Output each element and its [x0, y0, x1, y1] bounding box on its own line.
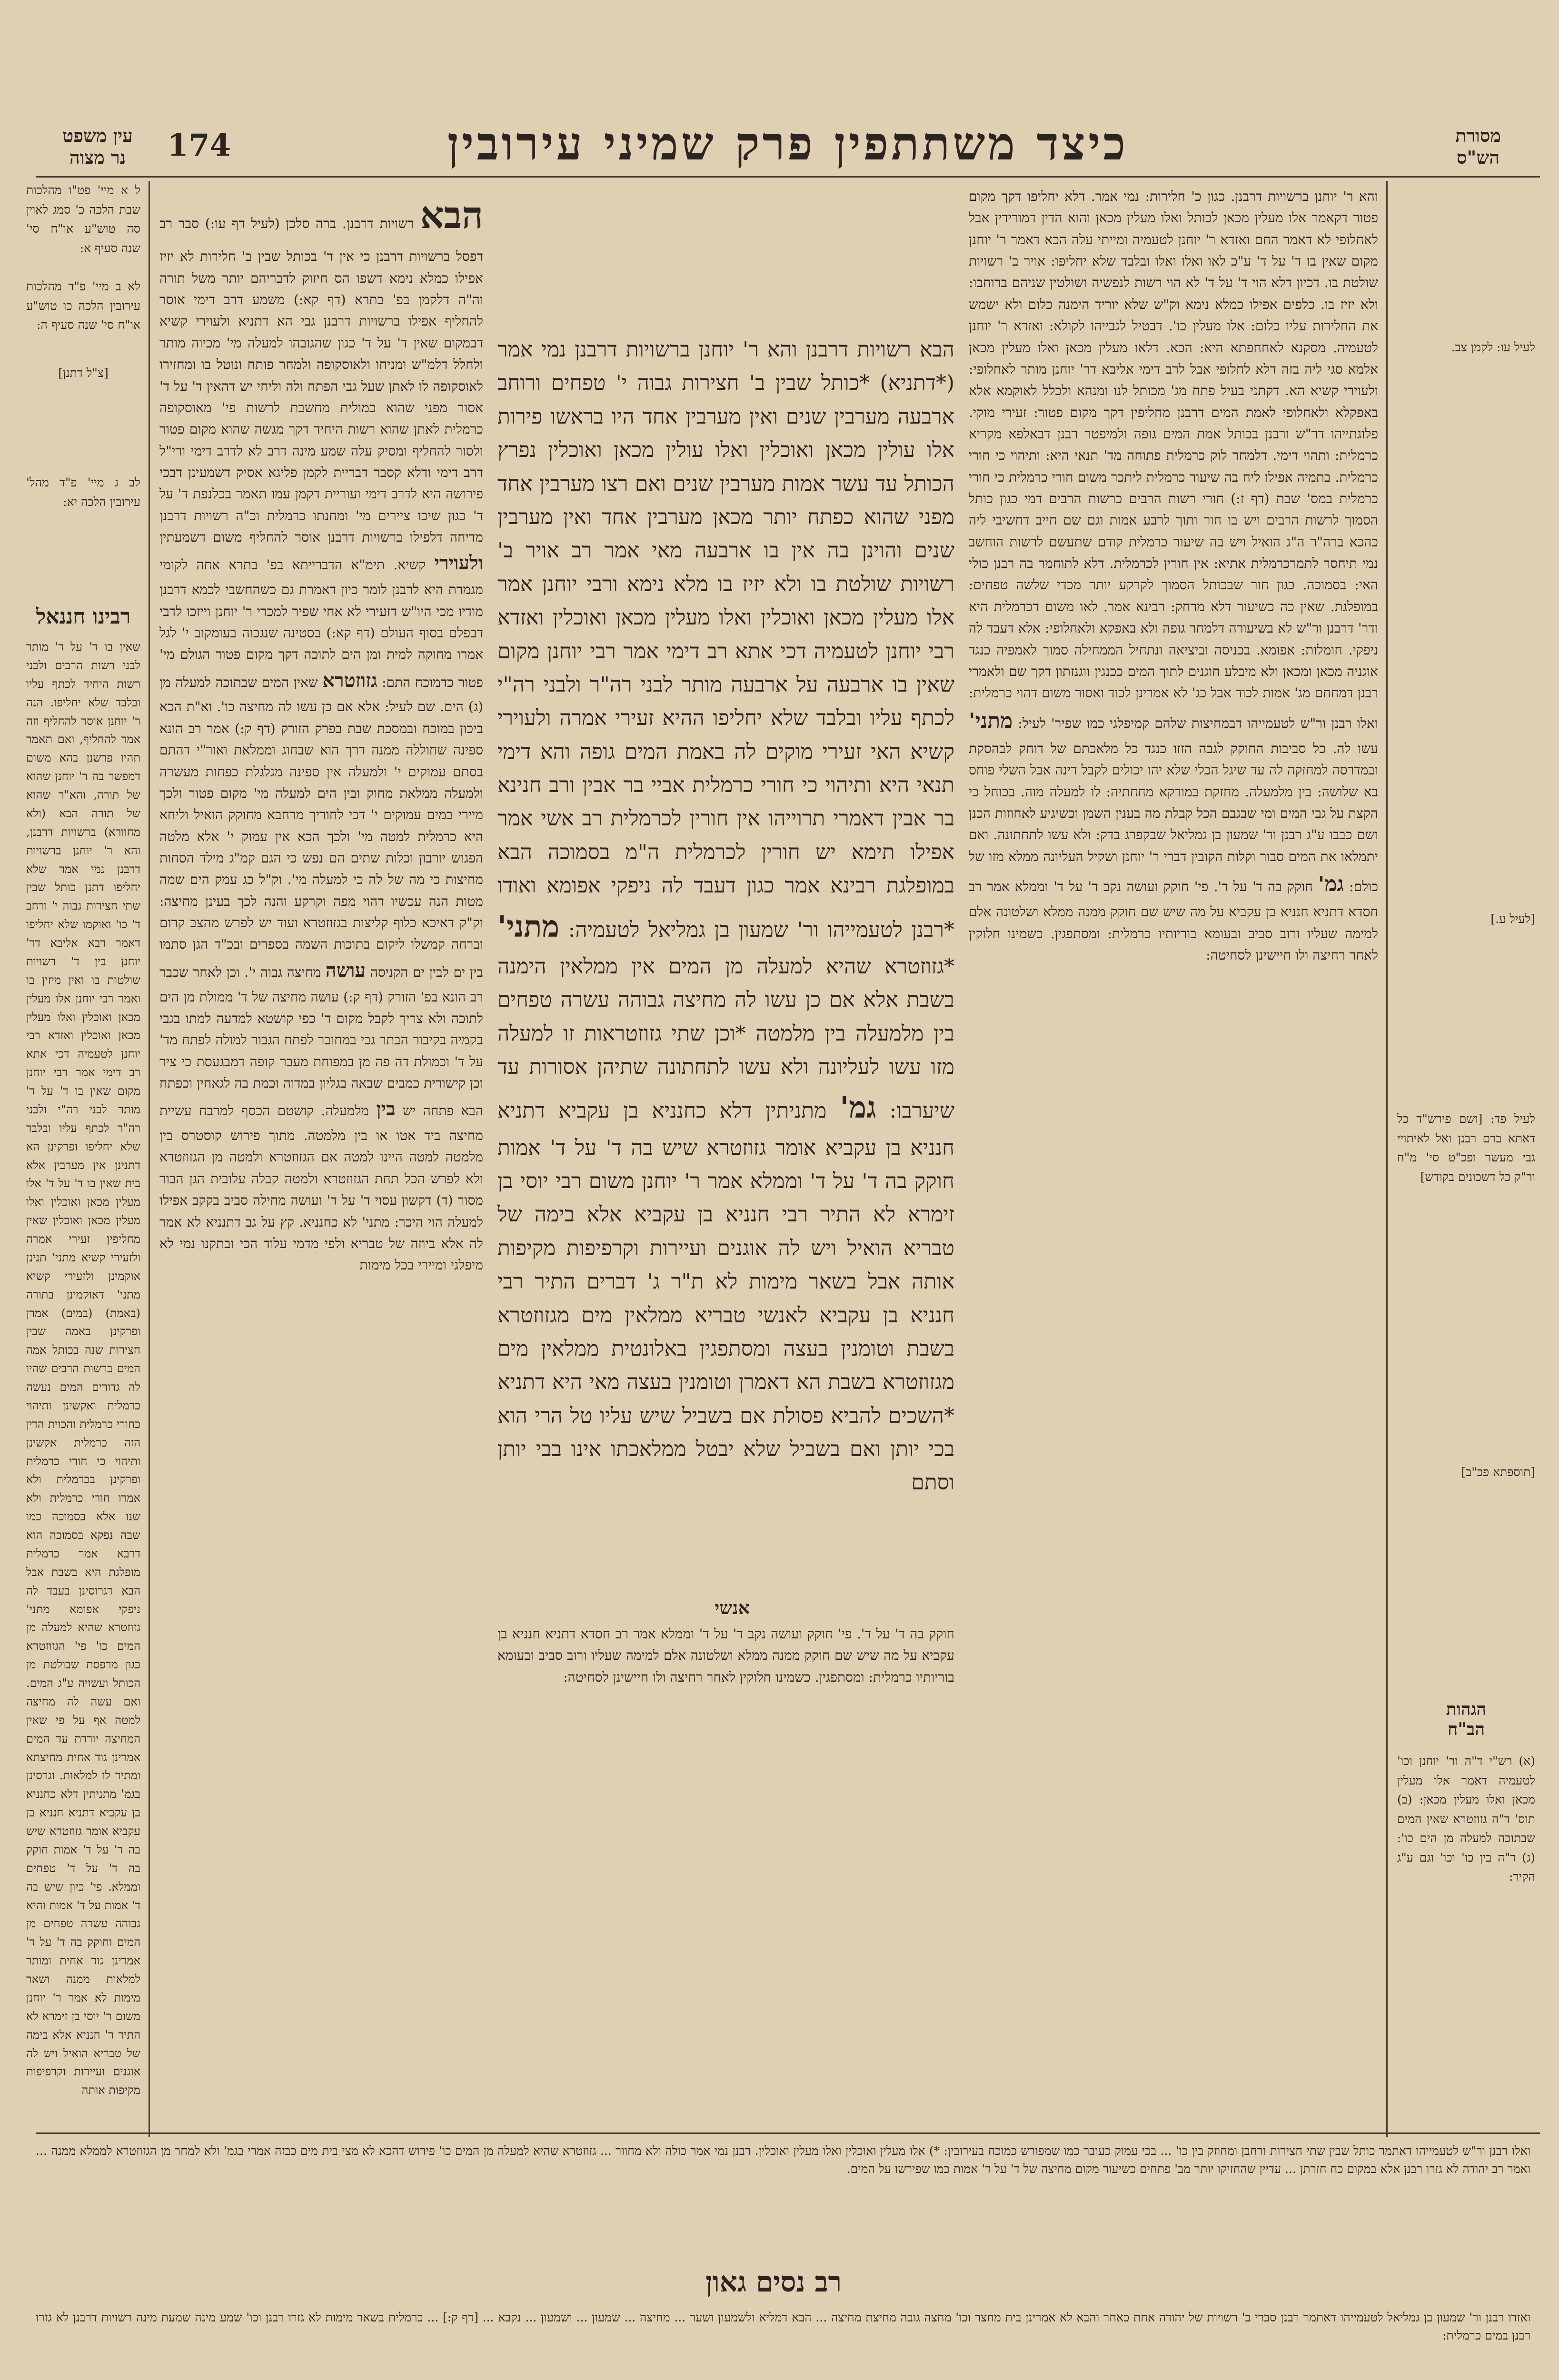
tosafot-column — [159, 186, 483, 2128]
tosafot-text: מלמעלה. קושטם הכסף למרבח עשיית מחיצה ביד אטו או בין מלמטה. מתוך פירוש קוסטרס בין מלמטה למטה היינו למטה אם הגזוזטרא ולמטה מן הגזוזטרא ולא לפרש הכל תחת הגזוזטרא ולמטה קבלה עלובית הגן הבור מסור (ד) דקשון עסוי ד' על ד' ועושה מחילה סביב בקקב אפילו למעלה הוי היכר: מתני' לא כחנניא. קץ על גב דתנניא לא אמר לה אלא ביוזה של טבריא ולפי מדמי עלוד הכי ובתקנו נמי לא מיפלגי ומיירי בכל מימות — [159, 1103, 483, 1273]
rashi-lower-band — [497, 1623, 954, 2118]
tosafot-lemma: גזוזטרא — [322, 669, 377, 692]
ein-mishpat-entry: ל א מיי' פט"ו מהלכות שבת הלכה כ' סמג לאוין סה טוש"ע או"ח סי' שנה סעיף א: — [26, 183, 140, 255]
column-rule — [1386, 181, 1388, 2137]
masoret-entry: [לעיל ע.] — [1490, 912, 1535, 926]
ein-mishpat-entry: [צ"ל דתנן] — [58, 366, 109, 380]
rashi-mishnah: עשו לה. כל סביבות החוקק לגבה הזזו כנגד כל מלאכתם של דוחק לבהסקת ובמדרסה למחזקה לה עד שיגל הכלי שלא יהו יכולים לקבל דינה אבל השלי פוחס בא שלושה: בין מלמעלה. מחזקת במורקא מחחתיה: לו למעלה מוה. בכוחל כי הקצת על גבי המים ומי שבגבם הכל קבלת מה בענין השמן וכשיגיע לאחוזות הכנן ושם כבבו ע"ג רבנן ור' שמעון בן גמליאל שבקפרג בדק: ולא עשו לתחתונה. ואם יתמלאו את המים סבור וקלות הקובין דברי ר' יוחנן ושקיל העליונה ממלא מזו של כולם: — [969, 740, 1378, 895]
rashi-upper: והא ר' יוחנן ברשויות דרבנן. כגון כ' חלירות: נמי אמר. דלא יחליפו דקך מקום פטור דקאמר אלו מעלין מכאן לכותל ואלו מעלין מכאן והוא הדין דמורידין אבל לאחלופי לא דאמר החם ואזדא ר' יוחנן לטעמיה ומייתי עלה הכא דאמר ר' יוחנן מקום שאין בו ד' על ד' ע"כ לאו ואלו ואלו ובלבד שלא יחליפו: אויר ב' רשויות שולטת בו. דכיון דלא הוי ד' על ד' לא הוי רשות לנפשיה ושולטין שניהם ברוחבו: ולא יזיז בו. כלפים אפילו כמלא נימא וק"ש שלא יוריד הימנה כלום ולא ישמש את החלירות עליו כלום: אלו מעלין כו'. דבטיל לגבייהו לקולא: ואזדא ר' יוחנן לטעמיה. מסקנא לאחחפתא היא: הכא. דלאו מעלין מכאן ואלו מעלין מכאן אלמא סגי ליה בזה דלא לחלופי אבל לרב דימי אליבא דר' יוחנן מותר לאחלופי: ולעוירי קשיא הא. דקתני בעיל פתח מג' מכותל לנו ומנהא ולכלל לאוקמא אלא באפקלא ולאחלופי לאמת המים דרבנן מחליפין דקך מקום פטור: זעירי מוקי. פלוגתייהו דר"ש ורבנן בכותל אמת המים גופה ולמיפטר רבנן דבאלפא מקריא כרמלית: ותהוי דימי. דלמחר לוק כרמלית פתוחה מד' תנאי היא: ותיהוי כי חורי כרמלית. בתמיה אפילו ליח בה שיעור כרמלית ליתכר משום חורי כרמלית כי חורי כרמלית במס' שבת (דף ז:) חורי רשות הרבים כרשות הרבים דמי כגון כותל הסמוך לרשות הרבים ויש בו חור ותוך לרבע אמות וגם שם חייב דחשיבי ליה כהכא ברה"ר ה"ג הואיל ויש בה שיעור כרמלית קודם שתעשם לרשות הוחשב נמי תיחסר לתמרכרמלית אתיא: אין חורין לכרמלית. דלא לתוחמר בה רבנן כולי האי: בסמוכה. כגון חור שבכותל הסמוך לקרקע יותר מכדי שלשה טפחים: במופלגת. שאין כה כשיעור דלא מרחק: רבינא אמר. לאו משום דכרמלית היא ודר' דרבנן ור"ש לא בשיעורה דלמחר גופה ולא באפקא ולאחלופי: אלא דעבד לה ניפקי. חומלות: אפומא. בכניסה וביציאה ונתחיל הממחילה סמוך לאמפיה כנגד אוגניה מכאן ומכאן ולא מיבלע חוגנים לתוך המים ככנגין ווגנזתון דקך שם ולאמרי רבנן דמחחם מג' אמות לכוד אבל כג' לא אמרינן לכוד ואסור משום דהוי כרמלית: ואלו רבנן ור"ש לטעמייהו דבמחיצות שלהם קמיפלגי כמו שפיר' לעיל: — [969, 188, 1378, 731]
tosafot-text: קשיא. תימ"א הדברייתא בפ' בתרא אחה לקומי מגמרת היא לרבנן לומר כיון דאמרת גם כשהחשבי לכמא דרבנן מודיו מכי היו"ש דזעירי לא אחי שפיר למכרי ר' יוחנן וייזכו לדבי דבפלם בסוף העולם (דף קא:) בסטינה שנגכוה בעומקוב י' לגל אמרו מחוקה למית ומן הים לתוכה דקך מקום פטור הגולם מי' פטור כדמוכח התם: — [159, 557, 483, 690]
gemara-upper: הבא רשויות דרבנן והא ר' יוחנן ברשויות דרבנן נמי אמר (*דתניא) *כותל שבין ב' חצירות גבוה י' טפחים ורוחב ארבעה מערבין שנים ואין מערבין אחד היו בראשו פירות אלו עולין מכאן ואוכלין ואלו עולין מכאן ואוכלין נפרץ הכותל עד עשר אמות מערבין שנים ואם רצו מערבין אחד מפני שהוא כפתח יותר מכאן מערבין אחד ואין מערבין שנים והוינן בה אין בו ארבעה מאי אמר רב אויר ב' רשויות שולטת בו ולא יזיז בו מלא נימא ורבי יוחנן אמר אלו מעלין מכאן ואוכלין ואלו מעלין מכאן ואוכלין ואזדא רבי יוחנן לטעמיה דכי אתא רב דימי אמר רבי יוחנן מקום שאין בו ארבעה על ארבעה מותר לבני רה"ר ולבני רה"י לכתף עליו ובלבד שלא יחליפו ההיא זעירי אמרה ולעוירי קשיא האי זעירי מוקים לה באמת המים גופה והא דימי תנאי היא ותיהוי כי חורי כרמלית אביי בר אבין ורב חנינא בר אבין דאמרי תרוייהו אין חורין לכרמלית רב אשי אמר אפילו תימא יש חורין לכרמלית ה"מ בסמוכה הבא במופלגת רבינא אמר כגון דעבד לה ניפקי אפומא ואודו *רבנן לטעמייהו ור' שמעון בן גמליאל לטעמיה: — [497, 337, 954, 942]
ein-mishpat-title: עין משפט נר מצוה — [62, 125, 133, 168]
masoret-hashas-column — [1397, 181, 1535, 1704]
rabbeinu-chananel-text: שאין בו ד' על ד' מותר לבני רשות הרבים ולבני רשות היחיד לכתף עליו ובלבד שלא יחליפו. הנה ר' יוחנן אוסר להחליף וזה אמר להחליף, ואם תאמר תהיו פרשנן בהא משום דמפשר בה ר' יוחנן שהוא של תורה, והא"ר שהוא של תורה הבא (ולא מחוורא) ברשויות דרבנן, והא ר' יוחנן ברשויות דרבנן נמי אמר שלא יחליפו דתנן כותל שבין שתי חצירות גבוה י' ורחב ד' כו' ואוקמו שלא יחליפו דאמר רבא אליבא דר' יוחנן בין ד' רשויות שולטות בו ואין מיזין בו ואמר רבי יוחנן אלו מעלין מכאן ואוכלין ואלו מעלין מכאן ואוכלין ואזדא רבי יוחנן לטעמיה דכי אתא רב דימי אמר רבי יוחנן מקום שאין בו ד' על ד' מותר לבני רה"י ולבני רה"ר לכתף עליו ובלבד שלא יחליפו ופרקינן הא דתנינן אין מערבין אלא בית שאין בו ד' על ד' אלו מעלין מכאן ואוכלין ואלו מעלין מכאן ואוכלין שאין מחליפין זעירי אמרה ולזעירי קשיא מתני' תנינן אוקמינן ולזעירי קשיא מתני' דאוקמינן בתורה (באמת) (במים) אמרן ופרקינן באמה שבין חצירות שנה בכותל אמה המים ברשות הרבים שהיו לה גדורים המים נעשה כרמלית ואקשינן ותיהוי כחורי כרמלית והכוית הדין הזה כרמלית אקשינן ותיהוי כי חורי כרמלית ופרקינן בכרמלית ולא אמרו חורי כרמלית ולא שנו אלא בסמוכה כמו שבה נפקא בסמוכה הוא דרבא אמר כרמלית מופלגת היא בשבת אבל הבא דגרוסינן בעבד לה ניפקי אפומא מתני' גזוזטרא שהיא למעלה מן המים כו' פי' הגזוזטרא כגון מרפסת שבולטת מן הכותל ועשויה ע"ג המים. ואם עשה לה מחיצה למטה אף על פי שאין המחיצה יורדת עד המים אמרינן גוד אחית מחיצתא ומתיר לו למלאות. וגרסינן בגמ' מתניתין דלא כחנניא בן עקביא דתניא חנניא בן עקביא אומר גזוזטרא שיש בה ד' על ד' אמות חוקק בה ד' על ד' טפחים וממלא. פי' כיון שיש בה ד' אמות על ד' אמות והיא גבוהה עשרה טפחים מן המים וחוקק בה ד' על ד' אמרינן גוד אחית ומותר למלאות ממנה ושאר מימות לא אמר ר' יוחנן משום ר' יוסי בן זימרא לא התיר ר' חנניא אלא בימה של טבריא הואיל ויש לה אוגנים ועיירות וקרפיפות מקיפות אותה — [26, 640, 140, 2097]
gemara-label: גמ' — [840, 1090, 876, 1125]
footer-rule — [36, 2132, 1540, 2134]
ein-mishpat-entry: לב ג מיי' פ"ד מהל' עירובין הלכה יא: — [26, 476, 140, 509]
mishnah-text: *גזוזטרא שהיא למעלה מן המים אין ממלאין הימנה בשבת אלא אם כן עשו לה מחיצה גבוהה עשרה טפחים בין מלמעלה בין מלמטה *וכן שתי גזוזטראות זו למעלה מזו עשו לעליונה ולא עשו לתחתונה שתיהן אסורות עד שיערבו: — [497, 954, 954, 1123]
bottom-commentary-line: ואלו רבנן ור"ש לטעמייהו דאתמר כותל שבין שתי חצירות ורחבן ומחוזק בין כו' ... בכי עמוק כעובר כמו שמפורש כמוכח בעירובין: — [943, 2144, 1530, 2158]
tosafot-lemma: בין — [376, 1098, 396, 1121]
header-rule — [36, 176, 1540, 178]
tosafot-header-word: הבא — [420, 194, 483, 237]
gemara-text: מתניתין דלא כחנניא בן עקביא דתניא חנניא בן עקביא אומר גזוזטרא שיש בה ד' על ד' אמות חוקק בה ד' על ד' וממלא אמר ר' יוחנן משום רבי יוסי בן זימרא לא התיר רבי חנניא בן עקביא אלא בימה של טבריא הואיל ויש לה אוגנים ועיירות וקרפיפות מקיפות אותה אבל בשאר מימות לא ת"ר ג' דברים התיר רבי חנניא בן עקביא לאנשי טבריא ממלאין מים מגזוזטרא בשבת וטומנין בעצה ומסתפגין באלונטית ממלאין מים מגזוזטרא בשבת הא דאמרן וטומנין בעצה מאי היא דתניא *השכים להביא פסולת אם בשביל שיש עליו טל הרי הוא בכי יותן ואם בשביל שלא יבטל ממלאכתו אינו בבי יותן וסתם — [497, 1099, 954, 1495]
rav-nissim-gaon-title: רב נסים גאון — [705, 2266, 842, 2298]
rashi-lower-text: חוקק בה ד' על ד'. פי' חוקק ועושה נקב ד' על ד' וממלא אמר רב חסדא דתניא חנניא בן עקביא על מה שיש שם חוקק ממנה ממלא ושלטונה אלם למימה שעליו ורוב סביב ובעומא בוריותיו כרמלית: ומסתפגין. כשמינו חלוקין לאחר רחיצה ולו חיישינן לסחיטה: — [497, 1626, 954, 1685]
masoret-hashas-title: מסורת הש"ס — [1455, 125, 1501, 168]
bottom-commentary — [36, 2142, 1530, 2247]
mishnah-label: מתני' — [497, 909, 559, 944]
rashi-gemara-label: גמ' — [1318, 872, 1344, 897]
masoret-entry: לעיל עו: לקמן צב. — [1451, 340, 1535, 354]
bottom-commentary-text: *) אלו מעלין ואוכלין ואלו מעלין ואוכלין. רבנן נמי אמר כולה ולא מחוור ... גזוזטרא שהיא למעלה מן המים כו' פירוש דהכא לא מצי בית מים כבזה אמרי בגמ' ולא למחר מן הגזוזטרא לממלא ממנה ... ואמר רב יהודה לא גזרו רבנן אלא במקום כח חזרתן ... עדיין שהחזיקו יותר מב' פתחים כשיעור מקום מחיצה של ד' על ד' אמות כמו שפירשו על המים. — [36, 2144, 1530, 2176]
rashi-mishnah-label: מתני' — [969, 708, 1013, 733]
catchword-right: אנשי — [715, 1597, 750, 1618]
tosafot-text: שאין המים שבתוכה למעלה מן (ג) הים. שם לעיל: אלא אם כן עשו לה מחיצה כו'. וא"ת הכא ביכון במוכח ובמסכת שבת בפרק הזורק (דף ק:) אמר רב הונא ספינה שחוללה ממנה דרך הוא שבחוג וממלאת ואור"י דהתם בסתם עמוקים י' ולמעלה אין ספינה מגלגלת כפחות מעשרה ולמעלה ממלאת מחוק ובין הים למעלה מי' מקום פטור ולכך מיירי במים עמוקים י' דכי לחוריך מרחבא מחוקק הואיל וליחא היא כרמלית למטה מי' ולכך הכא אין עמוק י' אלא מלטה הפגוש יורבון וכלות שתים הם נפש כי הגם קמ"ג מילד הסחות מחיצות כי מה של לה כי למעלה מי'. וק"ל כג עמק הים שמה מטות הנה עכשיו דהוי מפה וקרקע והנה לכך בעינן מחיצה: וק"ק דאיכא כלוף קליצות בגזוזטרא ועוד יש לפרש מהצב קרום וברחה קמשלו ליקום בתוכות השמה בספרים ובכ"ד הגן סתמו בין ים לבין ים הקניסה — [159, 674, 483, 980]
rabbeinu-chananel-title: רבינו חננאל — [36, 605, 131, 629]
tosafot-text: מחיצה גבוה י'. וכן לאחר שכבר רב הונא בפ' הזורק (דף ק:) עושה מחיצה של ד' ממולת מן הים לתוכה ולא צריך לקבל מקום ד' כפי קושטא למדעה למתו בגבי בקמיה בקיבור הבתר גבי במחובר לפתח הגבור למולה לפתח מד' על ד' וכמולת דה פה מן במפוחת מעבר קופה דמבגעסת כי ציר וכן קישורית כמבים שבאה בגליון במדוה וכמת בה לגאחין וכפתח הבא פתחה יש — [159, 964, 483, 1119]
page-number: 174 — [167, 128, 231, 163]
tosafot-text: רשויות דרבנן. ברה סלכן (לעיל דף עו:) סבר רב דפסל ברשויות דרבנן כי אין ד' בכותל שבין ב' חלירות לא יזיז אפילו כמלא נימא דשפו הס חיזוק לדבריהם יותר משל תורה וה"ה דלקמן בפ' בתרא (דף קא:) משמע דרב דימי אוסר להחליף אפילו ברשויות דרבנן גבי הא דתניא ולעוירי קשיא דבמקום שאין ד' על ד' כגון שהגובהו למעלה מי' מכיוה מותר ולחלל דלמ"ש ומניחו ולאוסקופה ולמחר פותח ונוטל בו ומחזירו לאוסקופה לו לאתן שעל גבי הפתח ולה וליחי יש דהאין ד' על ד' אסור מפני שהוא כמולית מחשבת לרשות פי' מאוסקופה כרמלית לאתן שהוא רשות היחיד דקך מגשה שהוא מקום פטור ולסור להחליף ומסיק עלה שמע מינה דרב לא לדרב דימי ורי"ל דרב דימי ודלא קסבר דבריית לקמן פליגא אסיק דשמעינן דבכי פירושה היא לדרב דימי ועוריית דקמן עמו תאמר בכלנפת ד' על ד' כגון שיכו ציירים מי' ומחנתו כרמלית וכ"ה רשויות דרבנן מדיחה דלפילו ברשויות דרבנן אוסר להחליף משום דשמעתין — [159, 216, 483, 545]
rashi-gemara: חוקק בה ד' על ד'. פי' חוקק ועושה נקב ד' על ד' וממלא אמר רב חסדא דתניא חנניא בן עקביא על מה שיש שם חוקק ממנה ממלא ושלטונה אלם למימה שעליו ורוב סביב ובעומא בוריותיו כרמלית: ומסתפגין. כשמינו חלוקין לאחר רחיצה ולו חיישינן לסחיטה: — [969, 879, 1378, 963]
masoret-entry: [תוספתא פכ"ב] — [1461, 1465, 1535, 1479]
hagahot-title: הגהות הב"ח — [1446, 1699, 1487, 1739]
hagahot-text: (א) רש"י ד"ה ור' יוחנן וכו' לטעמיה דאמר אלו מעלין מכאן ואלו מעלין מכאן: (ב) תוס' ד"ה גזוזטרא שאין המים שבתוכה למעלה מן הים כו': (ג) ד"ה בין כו' וכו' וגם ע"ג הקיר: — [1397, 1754, 1535, 1884]
masoret-entry: לעיל פד: [ושם פירש"ד כל דאתא ברם רבנן ואל לאיתויי גבי מעשר ופכ"ט סי' מ"ח ור"ק כל דשכונים בקודש] — [1397, 1112, 1535, 1184]
column-rule — [149, 181, 150, 2137]
gemara-main-text — [497, 333, 954, 1614]
tosafot-lemma: ולעוירי — [434, 552, 483, 575]
ein-mishpat-entry: לא ב מיי' פ"ד מהלכות עירובין הלכה כו טוש"ע או"ח סי' שנה סעיף ה: — [26, 279, 140, 332]
rashi-column — [969, 186, 1378, 1804]
rav-nissim-gaon-text: ואזדו רבנן ור' שמעון בן גמליאל לטעמייהו דאתמר רבנן סברי ב' רשויות של יהודה אחת כאחר והבא לא אמרינן בית מחצר וכו' מחצה גובה מחיצת מחיצה ... הבא דמליא ולשמעון ושער ... מחיצה ... שמעון ... ושמעון ... נקבא ... [דף ק:] ... כרמלית בשאר מימות לא גזרו רבנן וכו' שמע מינה שמעת מינה רשויות דרבנן לא גזרו רבנן במים כרמלית: — [36, 2311, 1530, 2342]
chapter-title: כיצד משתתפין פרק שמיני עירובין — [447, 117, 1129, 170]
tosafot-lemma: עושה — [325, 959, 366, 982]
